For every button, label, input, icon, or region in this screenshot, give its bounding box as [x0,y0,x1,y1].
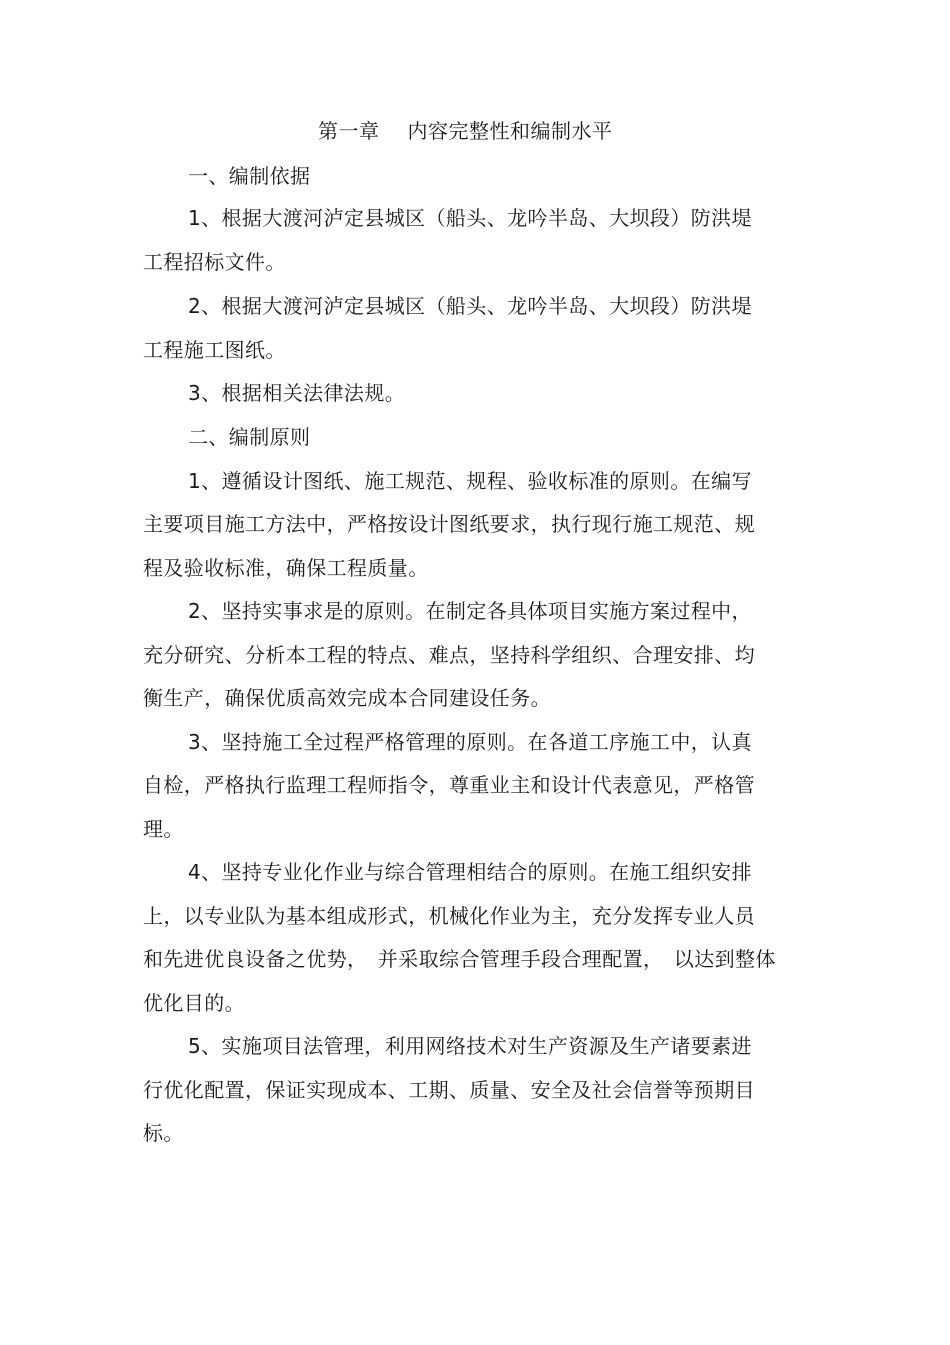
paragraph-line: 充分研究、分析本工程的特点、难点，坚持科学组织、合理安排、均 [143,643,755,667]
paragraph-line: 工程施工图纸。 [143,338,286,362]
paragraph-line: 行优化配置，保证实现成本、工期、质量、安全及社会信誉等预期目 [143,1078,755,1102]
chapter-title: 内容完整性和编制水平 [407,119,613,143]
paragraph-line: 衡生产，确保优质高效完成本合同建设任务。 [143,686,551,710]
chapter-heading [318,116,613,146]
section-heading-principles: 二、编制原则 [188,425,311,449]
chapter-label: 第一章 [318,119,380,143]
paragraph-line: 上，以专业队为基本组成形式，机械化作业为主，充分发挥专业人员 [143,904,755,928]
paragraph-line: 程及验收标准，确保工程质量。 [143,556,429,580]
paragraph-line: 主要项目施工方法中，严格按设计图纸要求，执行现行施工规范、规 [143,512,755,536]
paragraph-line: 2、根据大渡河泸定县城区（船头、龙吟半岛、大坝段）防洪堤 [188,294,752,318]
paragraph-line: 和先进优良设备之优势， 并采取综合管理手段合理配置， 以达到整体 [143,947,776,971]
paragraph-line: 标。 [143,1121,184,1145]
paragraph-line: 理。 [143,817,184,841]
section-heading-basis: 一、编制依据 [188,164,311,188]
paragraph-line: 1、遵循设计图纸、施工规范、规程、验收标准的原则。在编写 [188,469,752,493]
paragraph-line: 自检，严格执行监理工程师指令，尊重业主和设计代表意见，严格管 [143,773,755,797]
paragraph-line: 4、坚持专业化作业与综合管理相结合的原则。在施工组织安排 [188,860,752,884]
paragraph-line: 5、实施项目法管理，利用网络技术对生产资源及生产诸要素进 [188,1034,752,1058]
paragraph-line: 2、坚持实事求是的原则。在制定各具体项目实施方案过程中， [188,599,752,623]
paragraph-line: 1、根据大渡河泸定县城区（船头、龙吟半岛、大坝段）防洪堤 [188,206,752,230]
paragraph-line: 3、根据相关法律法规。 [188,381,406,405]
paragraph-line: 优化目的。 [143,991,245,1015]
paragraph-line: 工程招标文件。 [143,250,286,274]
paragraph-line: 3、坚持施工全过程严格管理的原则。在各道工序施工中，认真 [188,730,752,754]
